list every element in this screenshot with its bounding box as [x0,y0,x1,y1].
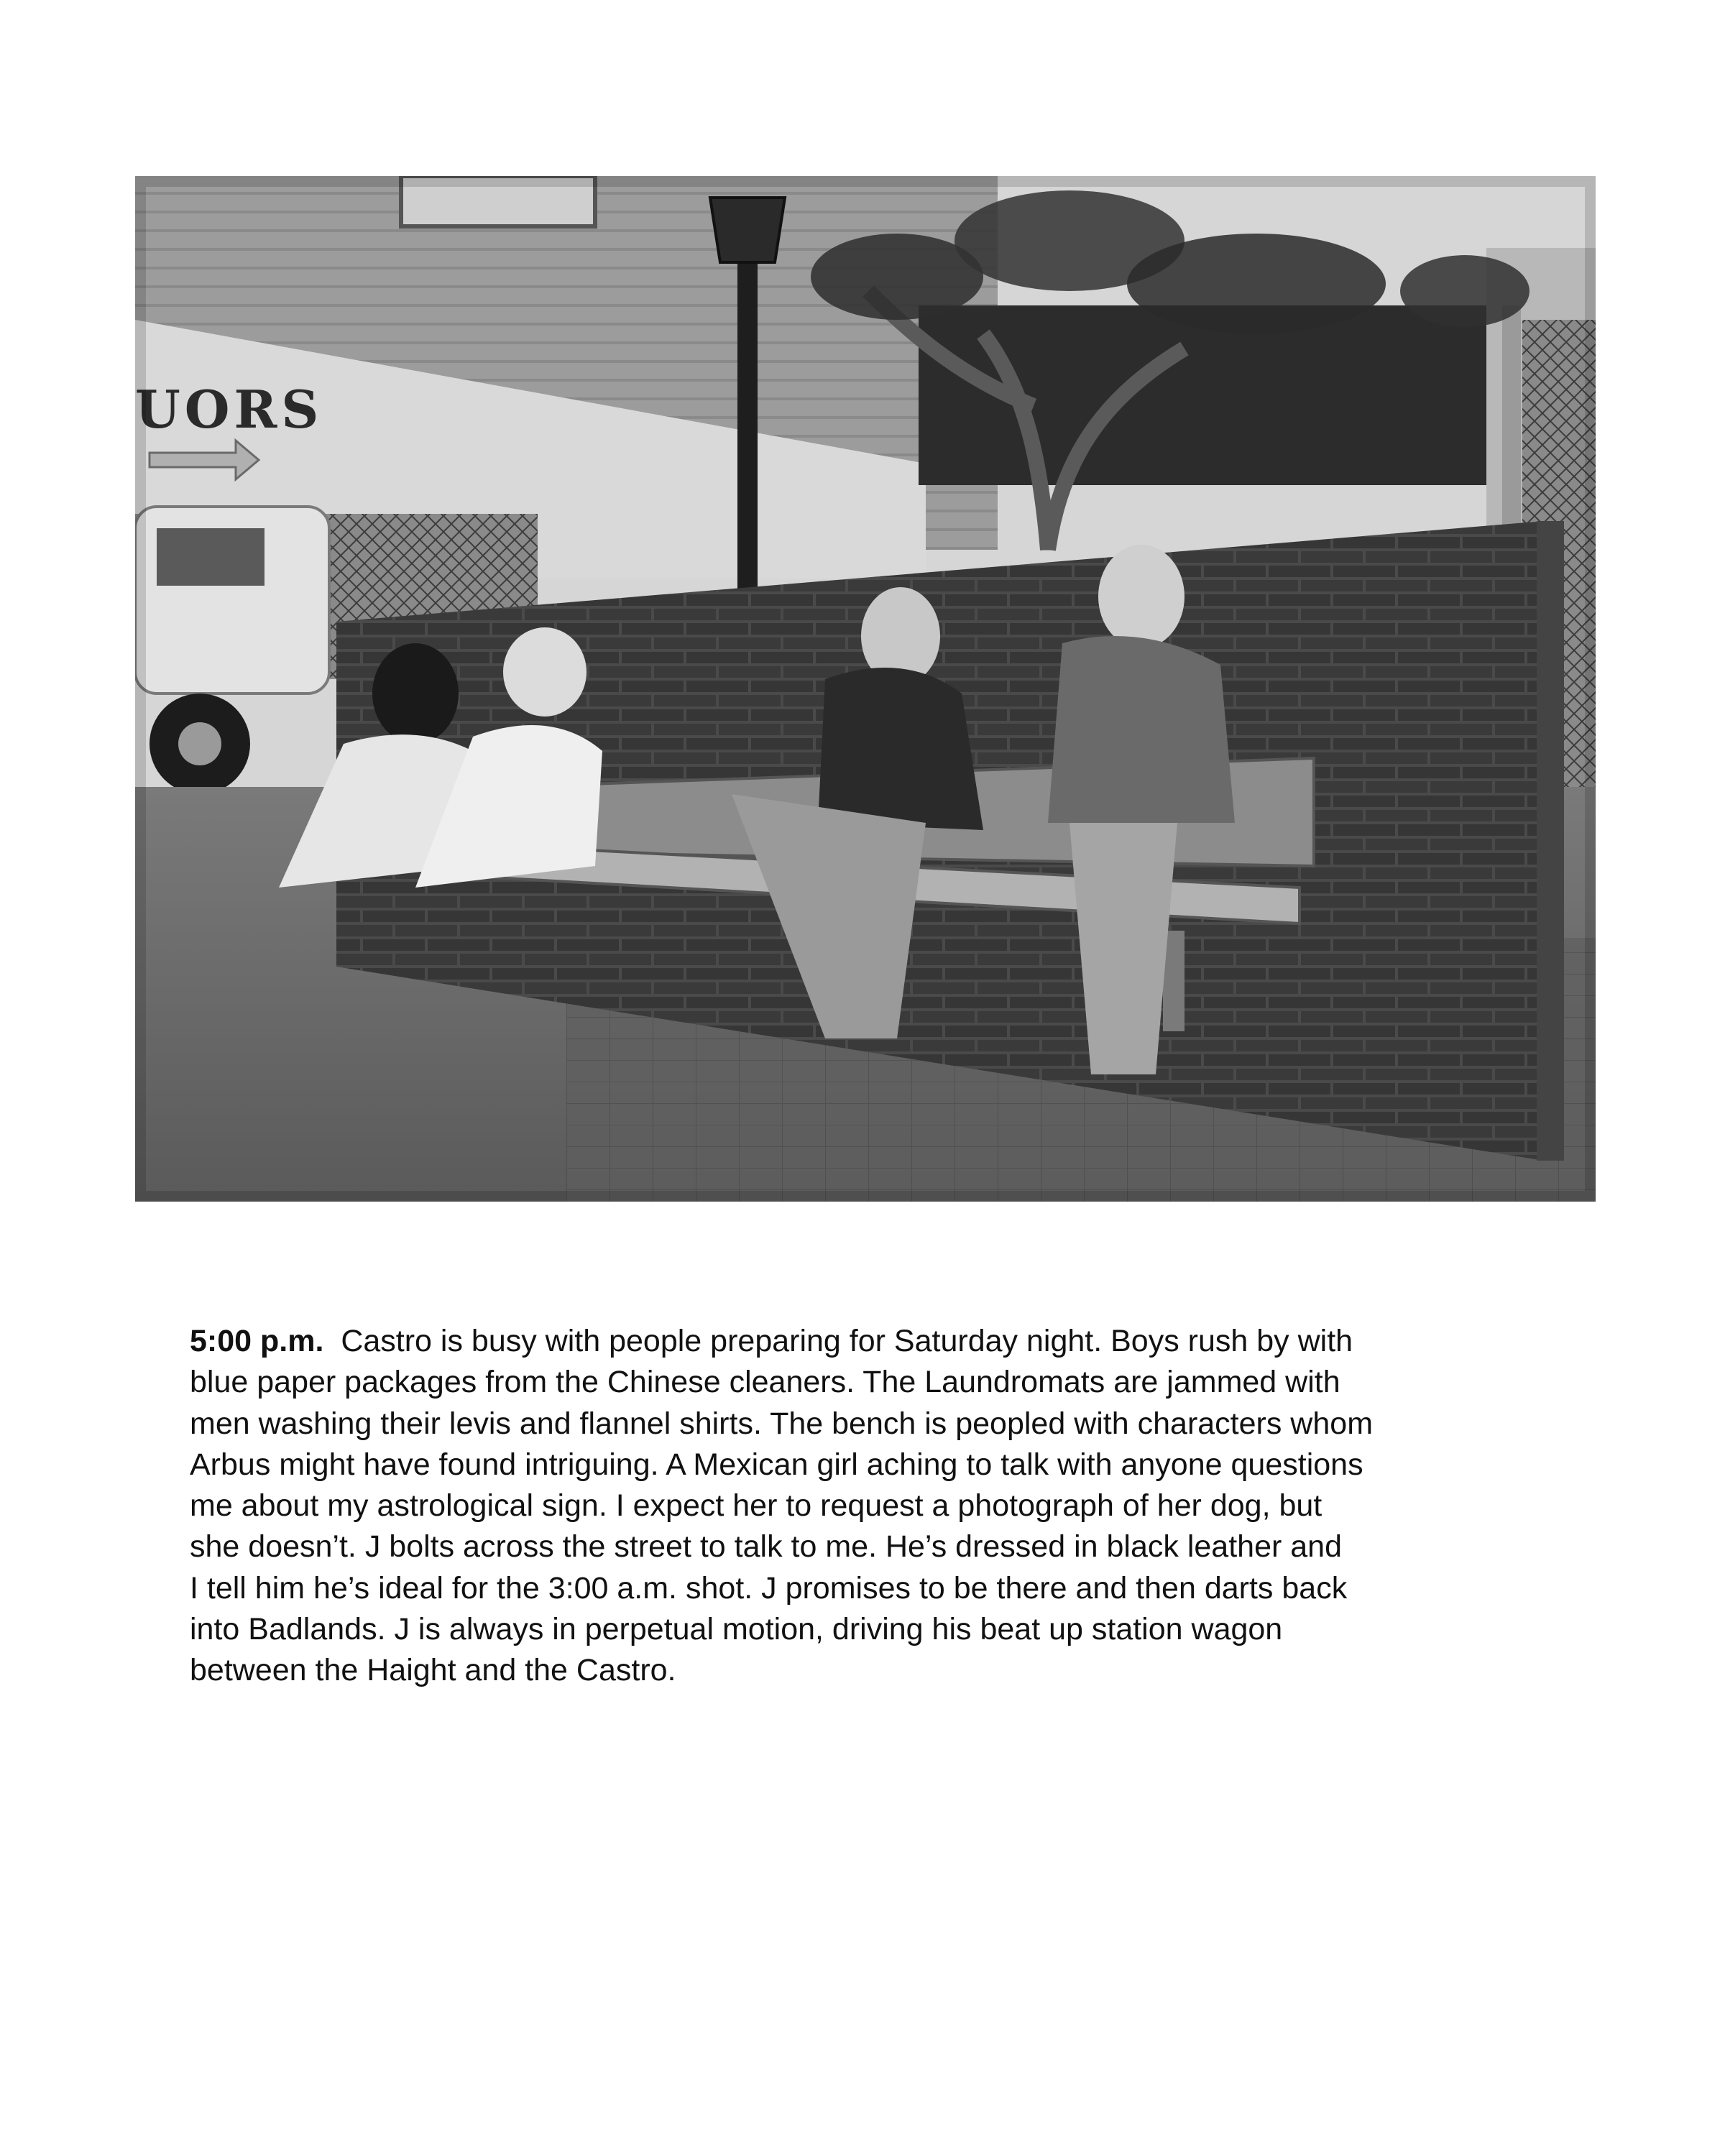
caption-time: 5:00 p.m. [190,1324,324,1358]
caption-line: blue paper packages from the Chinese cleaners. The Laundromats are jammed with [190,1365,1340,1400]
caption-line: me about my astrological sign. I expect her to request a photograph of her dog, but [190,1488,1322,1524]
caption [190,1321,1570,1692]
liquors-sign: UORS [135,379,323,440]
street-photograph [135,176,1596,1202]
caption-line: I tell him he’s ideal for the 3:00 a.m. shot. J promises to be there and then darts back [190,1570,1348,1606]
caption-line: into Badlands. J is always in perpetual motion, driving his beat up station wagon [190,1612,1283,1647]
caption-line: she doesn’t. J bolts across the street to talk to me. He’s dressed in black leather and [190,1529,1342,1565]
caption-line: men washing their levis and flannel shirts. The bench is peopled with characters whom [190,1406,1374,1441]
caption-line [190,1321,1570,1362]
caption-line: Arbus might have found intriguing. A Mexican girl aching to talk with anyone questions [190,1447,1363,1482]
caption-text: Castro is busy with people preparing for Saturday night. Boys rush by with [341,1324,1353,1358]
caption-line: between the Haight and the Castro. [190,1653,676,1688]
